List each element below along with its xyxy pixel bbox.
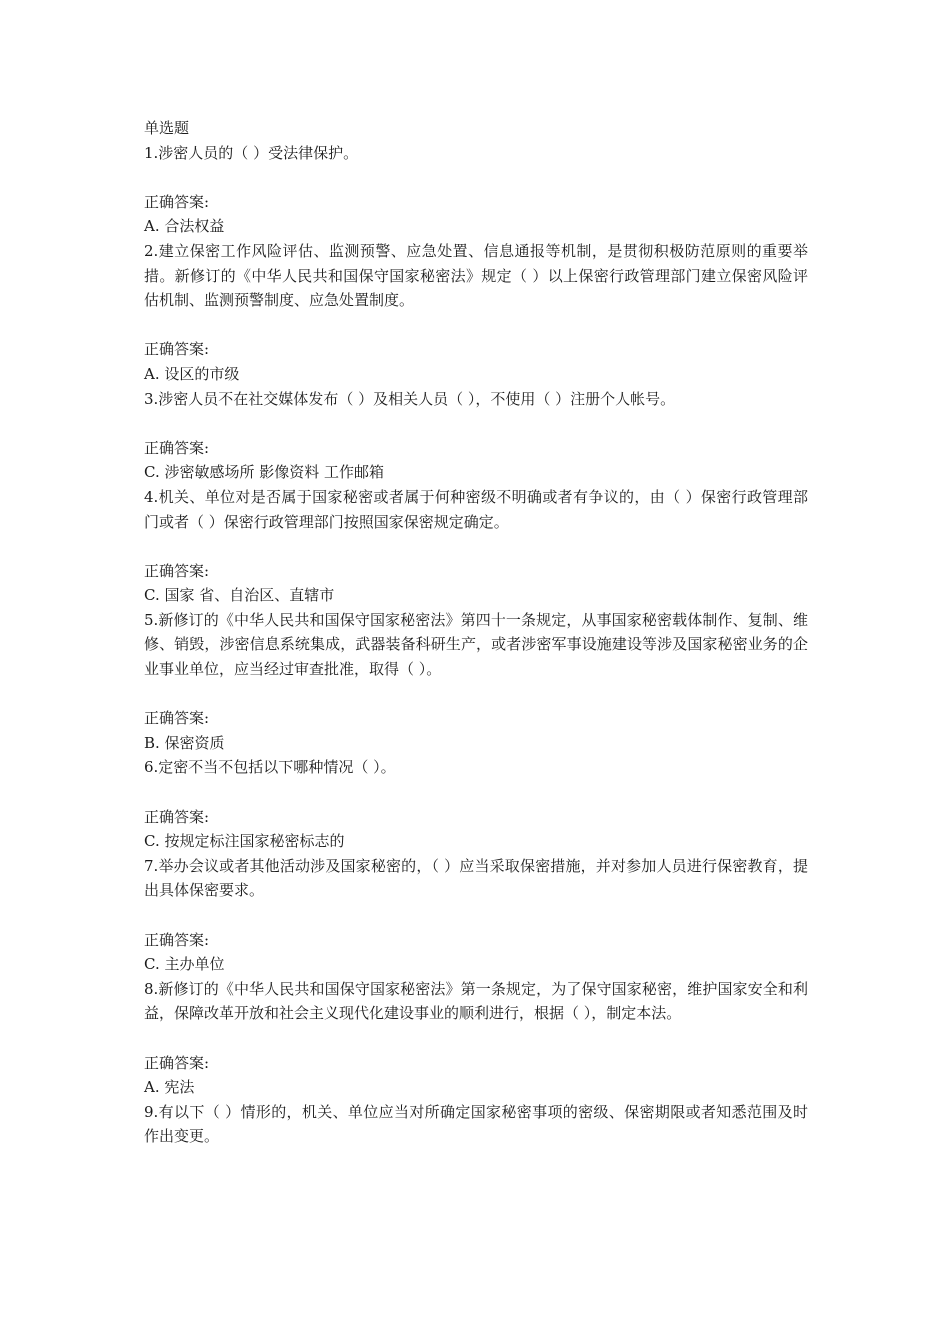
answer-text: A. 宪法 — [144, 1078, 195, 1097]
answer-text: B. 保密资质 — [144, 733, 225, 752]
answer-label: 正确答案: — [144, 438, 210, 457]
question-text: 7.举办会议或者其他活动涉及国家秘密的，（ ）应当采取保密措施，并对参加人员进行保密教育，提出具体保密要求。 — [144, 856, 808, 900]
answer-label: 正确答案: — [144, 192, 210, 211]
answer-label: 正确答案: — [144, 561, 210, 580]
answer-text: C. 涉密敏感场所 影像资料 工作邮箱 — [144, 463, 385, 482]
question-text: 5.新修订的《中华人民共和国保守国家秘密法》第四十一条规定，从事国家秘密载体制作、复制、维修、销毁，涉密信息系统集成，武器装备科研生产，或者涉密军事设施建设等涉及国家秘密业务的企业事业单位，应当经过审查批准，取得（ ）。 — [144, 610, 808, 679]
answer-text: C. 国家 省、自治区、直辖市 — [144, 586, 335, 605]
section-title: 单选题 — [144, 119, 190, 137]
answer-text: A. 设区的市级 — [144, 364, 240, 383]
question-text: 4.机关、单位对是否属于国家秘密或者属于何种密级不明确或者有争议的，由（ ）保密行政管理部门或者（ ）保密行政管理部门按照国家保密规定确定。 — [144, 487, 808, 531]
answer-text: C. 按规定标注国家秘密标志的 — [144, 832, 345, 851]
question-text: 1.涉密人员的（ ）受法律保护。 — [144, 143, 359, 162]
question-text: 3.涉密人员不在社交媒体发布（ ）及相关人员（ ），不使用（ ）注册个人帐号。 — [144, 389, 676, 408]
answer-text: C. 主办单位 — [144, 955, 225, 974]
answer-label: 正确答案: — [144, 340, 210, 359]
question-text: 2.建立保密工作风险评估、监测预警、应急处置、信息通报等机制，是贯彻积极防范原则的重要举措。新修订的《中华人民共和国保守国家秘密法》规定（ ）以上保密行政管理部门建立保密风险评估机制、监测预警制度、应急处置制度。 — [144, 241, 808, 310]
document-page — [144, 116, 808, 1149]
answer-label: 正确答案: — [144, 1053, 210, 1072]
question-text: 6.定密不当不包括以下哪种情况（ ）。 — [144, 758, 396, 777]
question-text: 8.新修订的《中华人民共和国保守国家秘密法》第一条规定，为了保守国家秘密，维护国家安全和利益，保障改革开放和社会主义现代化建设事业的顺利进行，根据（ ），制定本法。 — [144, 979, 808, 1023]
question-text: 9.有以下（ ）情形的，机关、单位应当对所确定国家秘密事项的密级、保密期限或者知悉范围及时作出变更。 — [144, 1102, 808, 1146]
answer-label: 正确答案: — [144, 807, 210, 826]
answer-label: 正确答案: — [144, 930, 210, 949]
answer-label: 正确答案: — [144, 709, 210, 728]
answer-text: A. 合法权益 — [144, 217, 225, 236]
